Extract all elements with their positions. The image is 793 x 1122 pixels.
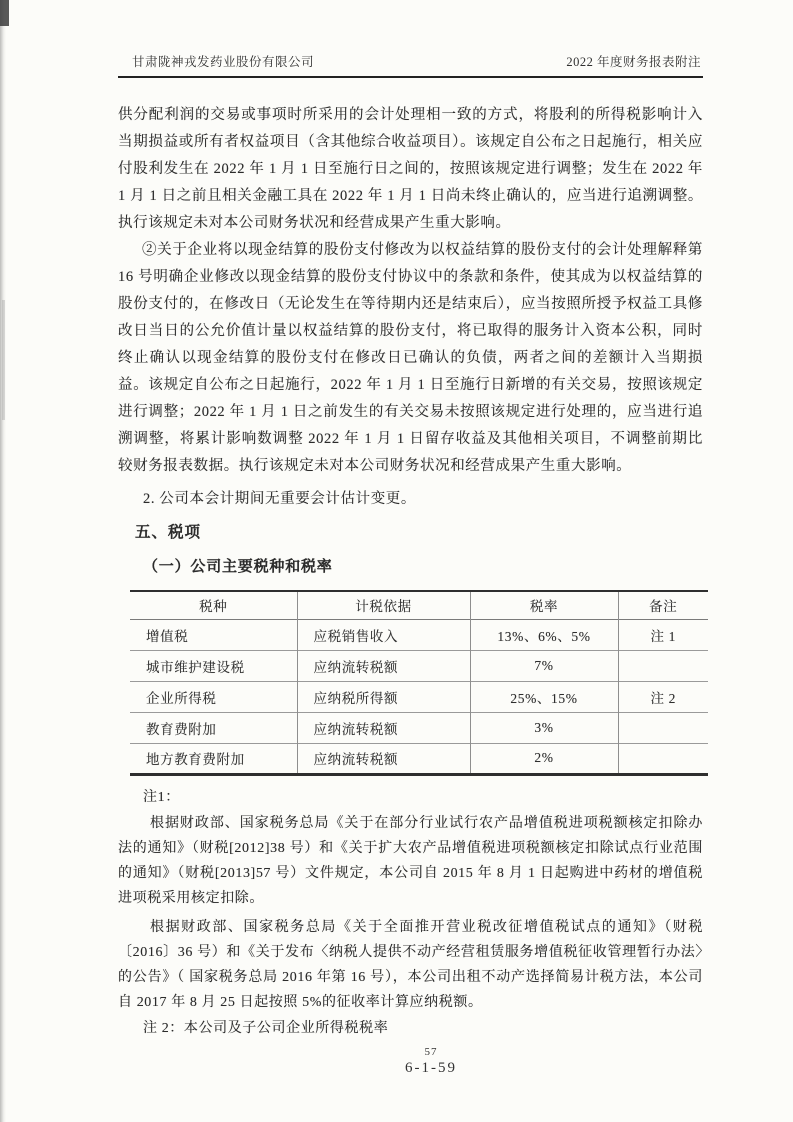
- cell-remark: [618, 712, 708, 743]
- table-row: [130, 743, 708, 774]
- cell-tax-basis: 应纳流转税额: [297, 743, 470, 774]
- cell-remark: [618, 650, 708, 681]
- scan-corner-mark: [0, 0, 9, 26]
- cell-tax-rate: 2%: [470, 743, 618, 774]
- cell-tax-type: 教育费附加: [130, 712, 297, 743]
- cell-tax-basis: 应纳流转税额: [297, 712, 470, 743]
- page-header: [118, 52, 703, 78]
- cell-tax-type: 企业所得税: [130, 681, 297, 712]
- document-page-code: 6-1-59: [405, 1060, 457, 1076]
- cell-tax-type: 地方教育费附加: [130, 743, 297, 774]
- scan-streak-artifact: [2, 300, 5, 420]
- page-content: [118, 52, 703, 1042]
- col-header-tax-rate: 税率: [470, 591, 618, 619]
- table-header-row: [130, 591, 708, 619]
- paragraph-share-payment-interpretation: ②关于企业将以现金结算的股份支付修改为以权益结算的股份支付的会计处理解释第 16 号明确企业修改以现金结算的股份支付协议中的条款和条件，使其成为以权益结算的股份支付的，在修改日（无论发生在等待期内还是结束后），应当按照所授予权益工具修改日当日的公允价值计量以权益结算的股份支付，将已取得的服务计入资本公积，同时终止确认以现金结算的股份支付在修改日已确认的负债，两者之间的差额计入当期损益。该规定自公布之日起施行，2022 年 1 月 1 日至施行日新增的有关交易，按照该规定进行调整；2022 年 1 月 1 日之前发生的有关交易未按照该规定进行处理的，应当进行追溯调整，将累计影响数调整 2022 年 1 月 1 日留存收益及其他相关项目，不调整前期比较财务报表数据。执行该规定未对本公司财务状况和经营成果产生重大影响。: [118, 242, 703, 474]
- cell-tax-rate: 13%、6%、5%: [470, 619, 618, 650]
- note1-paragraph-agri-vat: 根据财政部、国家税务总局《关于在部分行业试行农产品增值税进项税额核定扣除办法的通知》（财税[2012]38 号）和《关于扩大农产品增值税进项税额核定扣除试点行业范围的通知》（财税[2013]57 号）文件规定，本公司自 2015 年 8 月 1 日起购进中药材的增值税进项税采用核定扣除。: [118, 815, 703, 906]
- cell-tax-basis: 应纳税所得额: [297, 681, 470, 712]
- cell-tax-rate: 25%、15%: [470, 681, 618, 712]
- cell-tax-type: 城市维护建设税: [130, 650, 297, 681]
- subsection-heading-main-taxes: （一）公司主要税种和税率: [143, 559, 333, 575]
- note2-intro-line: 注 2：本公司及子公司企业所得税税率: [143, 1020, 389, 1036]
- cell-remark: 注 1: [650, 628, 676, 644]
- page-number: 57: [424, 1046, 438, 1058]
- company-name: 甘肃陇神戎发药业股份有限公司: [132, 55, 315, 69]
- table-row: [130, 712, 708, 743]
- col-header-tax-type: 税种: [130, 591, 297, 619]
- report-title: 2022 年度财务报表附注: [566, 55, 701, 69]
- note1-label: 注1：: [143, 789, 180, 805]
- table-row: [130, 650, 708, 681]
- table-row: [130, 681, 708, 712]
- tax-rate-table: [130, 590, 708, 776]
- page-footer: [405, 1046, 457, 1078]
- note1-paragraph-rental-vat: 根据财政部、国家税务总局《关于全面推开营业税改征增值税试点的通知》（财税〔2016〕36 号）和《关于发布〈纳税人提供不动产经营租赁服务增值税征收管理暂行办法〉的公告》（ 国家税务总局 2016 年第 16 号），本公司出租不动产选择简易计税方法，本公司自 2017 年 8 月 25 日起按照 5%的征收率计算应纳税额。: [118, 919, 703, 1010]
- section-heading-taxes: 五、税项: [135, 524, 202, 541]
- cell-tax-type: 增值税: [130, 619, 297, 650]
- col-header-remark: 备注: [649, 599, 678, 615]
- cell-remark: 注 2: [650, 690, 676, 706]
- table-row: [130, 619, 708, 650]
- paragraph-policy-continuation: 供分配利润的交易或事项时所采用的会计处理相一致的方式，将股利的所得税影响计入当期损益或所有者权益项目（含其他综合收益项目）。该规定自公布之日起施行，相关应付股利发生在 2022 年 1 月 1 日至施行日之间的，按照该规定进行调整；发生在 2022 年 1 月 1 日之前且相关金融工具在 2022 年 1 月 1 日尚未终止确认的，应当进行追溯调整。执行该规定未对本公司财务状况和经营成果产生重大影响。: [118, 107, 703, 231]
- scan-left-edge-artifact: [0, 0, 6, 1122]
- cell-tax-basis: 应纳流转税额: [297, 650, 470, 681]
- cell-tax-basis: 应税销售收入: [297, 619, 470, 650]
- paragraph-no-estimate-change: 2. 公司本会计期间无重要会计估计变更。: [143, 491, 416, 507]
- cell-tax-rate: 3%: [470, 712, 618, 743]
- cell-remark: [618, 743, 708, 774]
- col-header-tax-basis: 计税依据: [297, 591, 470, 619]
- cell-tax-rate: 7%: [470, 650, 618, 681]
